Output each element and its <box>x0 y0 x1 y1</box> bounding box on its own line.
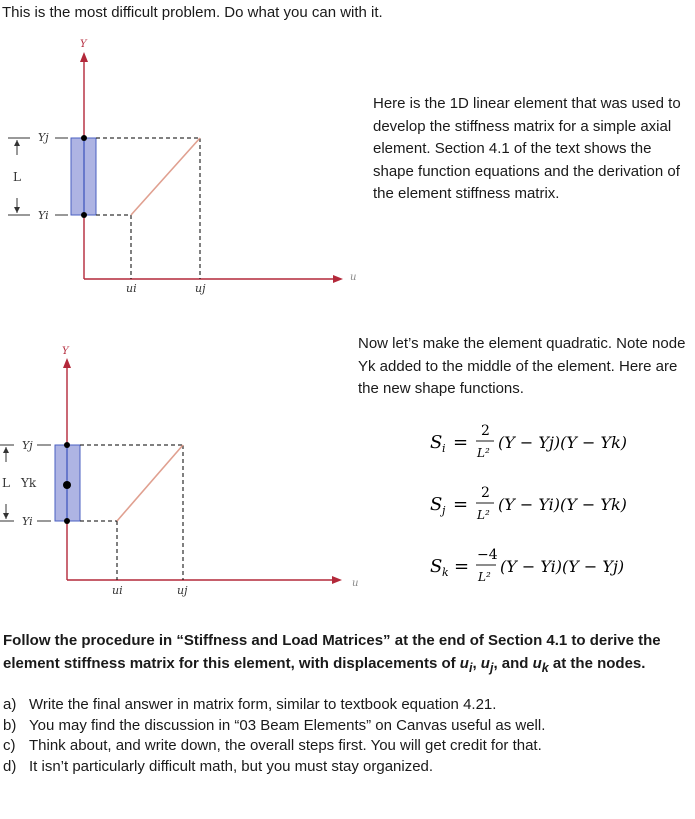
equation-sj <box>430 485 627 522</box>
si-den: L² <box>477 446 490 460</box>
list-item: c) Think about, and write down, the overall steps first. You will get credit for that. <box>3 737 542 754</box>
node-i <box>64 518 70 524</box>
length-label: L <box>2 476 10 490</box>
si-lhs: S <box>430 432 443 453</box>
displacement-line <box>117 445 183 521</box>
intro-text: This is the most difficult problem. Do what you can with it. <box>2 4 383 21</box>
u-axis-label: u <box>352 578 359 589</box>
length-top-arrowhead <box>3 447 9 453</box>
quadratic-element-description: Now let’s make the element quadratic. Note node Yk added to the middle of the element. Here are the new shape functions. <box>358 335 686 397</box>
u-axis-arrow <box>332 576 342 584</box>
y-axis-arrow <box>63 358 71 368</box>
figure-linear-element <box>0 30 360 300</box>
node-j <box>64 442 70 448</box>
sk-den: L² <box>478 570 491 584</box>
si-num: 2 <box>481 423 490 439</box>
equation-si <box>430 423 627 460</box>
y-axis-label: Y <box>62 346 69 357</box>
node-i-label: Yi <box>38 209 49 222</box>
u-axis-arrow <box>333 275 343 283</box>
length-label: L <box>13 170 21 184</box>
list-item: a) Write the final answer in matrix form, similar to textbook equation 4.21. <box>3 696 497 713</box>
linear-element-description: Here is the 1D linear element that was used to develop the stiffness matrix for a simple axial element. Section 4.1 of the text shows the shape function equations and the derivation of the element stiffness matrix. <box>373 95 681 202</box>
length-bottom-arrowhead <box>3 513 9 519</box>
figure-quadratic-element <box>0 330 360 600</box>
tick-ui: ui <box>126 282 137 295</box>
sj-den: L² <box>477 508 490 522</box>
node-j <box>81 135 87 141</box>
sk-lhs: S <box>430 556 443 577</box>
task-statement: Follow the procedure in “Stiffness and Load Matrices” at the end of Section 4.1 to derive the element stiffness matrix for this element, with displacements of $u_i$, $u_j$, and $u_k$ at the nodes. <box>3 632 661 675</box>
sk-rhs: (Y − Yi)(Y − Yj) <box>500 557 625 576</box>
node-k <box>63 481 71 489</box>
y-axis-label: Y <box>80 39 87 50</box>
instruction-list <box>3 695 695 777</box>
node-i-label: Yi <box>22 515 33 528</box>
sj-num: 2 <box>481 485 490 501</box>
node-k-label: Yk <box>21 476 37 490</box>
sj-rhs: (Y − Yi)(Y − Yk) <box>498 495 627 514</box>
svg-text:=: = <box>453 494 469 515</box>
u-axis-label: u <box>350 272 357 283</box>
node-j-label: Yj <box>22 439 33 452</box>
shape-function-equations <box>430 410 680 595</box>
sk-sub: k <box>442 566 449 579</box>
si-rhs: (Y − Yj)(Y − Yk) <box>498 433 628 452</box>
equation-sk <box>430 547 624 584</box>
node-i <box>81 212 87 218</box>
tick-uj: uj <box>177 584 188 597</box>
list-item: d) It isn’t particularly difficult math, but you must stay organized. <box>3 757 434 775</box>
sj-lhs: S <box>430 494 443 515</box>
length-top-arrowhead <box>14 140 20 146</box>
tick-ui: ui <box>112 584 123 597</box>
si-sub: i <box>442 442 446 455</box>
displacement-line <box>131 138 200 215</box>
sk-num: −4 <box>477 547 498 563</box>
list-item: b) You may find the discussion in “03 Beam Elements” on Canvas useful as well. <box>3 716 546 734</box>
y-axis-arrow <box>80 52 88 62</box>
node-j-label: Yj <box>38 131 49 144</box>
length-bottom-arrowhead <box>14 207 20 213</box>
sj-sub: j <box>442 504 446 517</box>
tick-uj: uj <box>195 282 206 295</box>
svg-text:=: = <box>454 556 470 577</box>
svg-text:=: = <box>453 432 469 453</box>
